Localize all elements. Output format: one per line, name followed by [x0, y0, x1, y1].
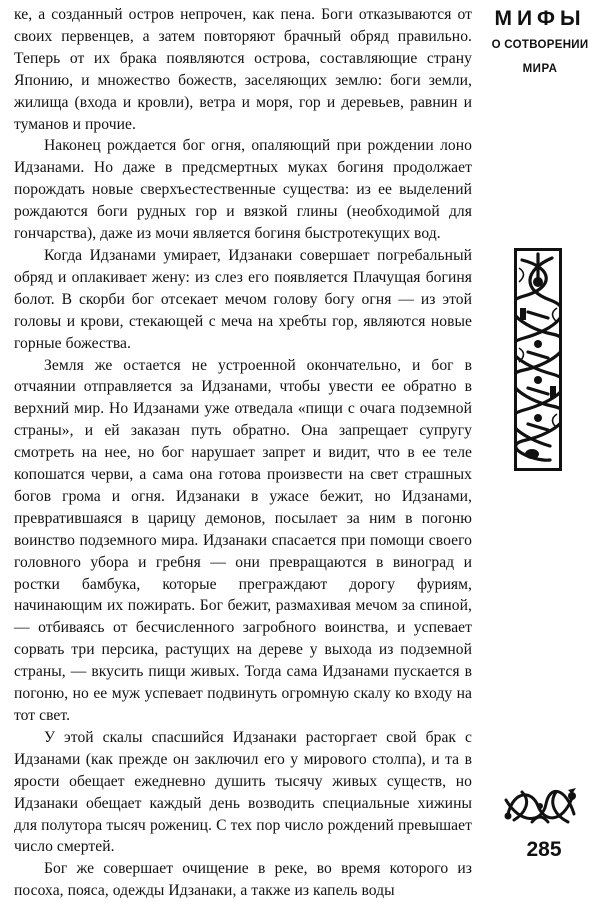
- running-header-subtitle-line1: О СОТВОРЕНИИ: [491, 39, 589, 51]
- main-text-column: [14, 4, 472, 902]
- running-header: [488, 6, 592, 78]
- running-header-subtitle-line2: МИРА: [522, 63, 558, 75]
- page-number: 285: [526, 838, 562, 861]
- body-paragraph-6: Бог же совершает очищение в реке, во время которого из посоха, пояса, одежды Идзанаки, а также из капель воды: [14, 860, 472, 900]
- running-header-title: МИФЫ: [494, 7, 586, 30]
- interlaced-beast-knot-icon: [502, 784, 578, 828]
- body-paragraph-2: Наконец рождается бог огня, опаляющий при рождении лоно Идзанами. Но даже в предсмертных муках богиня продолжает порождать новые сверхъестественные существа: из ее выделений рождаются боги рудных гор и вязкой глины (необходимой для гончарства), даже из мочи является богиня быстротекущих вод.: [14, 137, 472, 243]
- body-paragraph-3: Когда Идзанами умирает, Идзанаки совершает погребальный обряд и оплакивает жену: из слез его появляется Плачущая богиня болот. В скорби бог отсекает мечом голову богу огня — из этой головы и крови, стекающей с меча на хребты гор, являются новые горные божества.: [14, 246, 472, 352]
- body-paragraph-4: Земля же остается не устроенной окончательно, и бог в отчаянии отправляется за Идзанами, чтобы увести ее обратно в верхний мир. Но Идзанами уже отведала «пищи с очага подземной страны», и ей заказан путь обратно. Она запрещает супругу смотреть на нее, но бог нарушает запрет и видит, что в ее теле копошатся черви, а сама она готова произвести на свет страшных богов грома и огня. Идзанаки в ужасе бежит, но Идзанами, превратившаяся в царицу демонов, посылает за ним в погоню воинство подземного мира. Идзанаки спасается при помощи своего головного убора и гребня — они превращаются в виноград и ростки бамбука, которые преграждают дорогу фуриям, начинающим их пожирать. Бог бежит, размахивая мечом за спиной, — отбиваясь от бесчисленного загробного воинства, и успевает сорвать три персика, растущих на дереве у выхода из подземной страны, — вкусить пищи живых. Тогда сама Идзанами пускается в погоню, но ее муж успевает подвинуть огромную скалу ко входу на тот свет.: [14, 356, 472, 724]
- zoomorphic-interlace-panel-icon: [514, 248, 562, 471]
- body-paragraph-1: ке, а созданный остров непрочен, как пена. Боги отказываются от своих первенцев, а затем повторяют брачный обряд правильно. Теперь от их брака появляются острова, составляющие страну Японию, и множество божеств, заселяющих землю: боги земли, жилища (входа и кровли), ветра и моря, гор и деревьев, равнин и туманов и прочие.: [14, 6, 472, 133]
- body-paragraph-5: У этой скалы спасшийся Идзанаки расторгает свой брак с Идзанами (как прежде он заключил его у мирового столпа), и та в ярости обещает ежедневно душить тысячу живых существ, но Идзанаки обещает каждый день возводить специальные хижины для полутора тысяч рожениц. С тех пор число рождений превышает число смертей.: [14, 728, 472, 856]
